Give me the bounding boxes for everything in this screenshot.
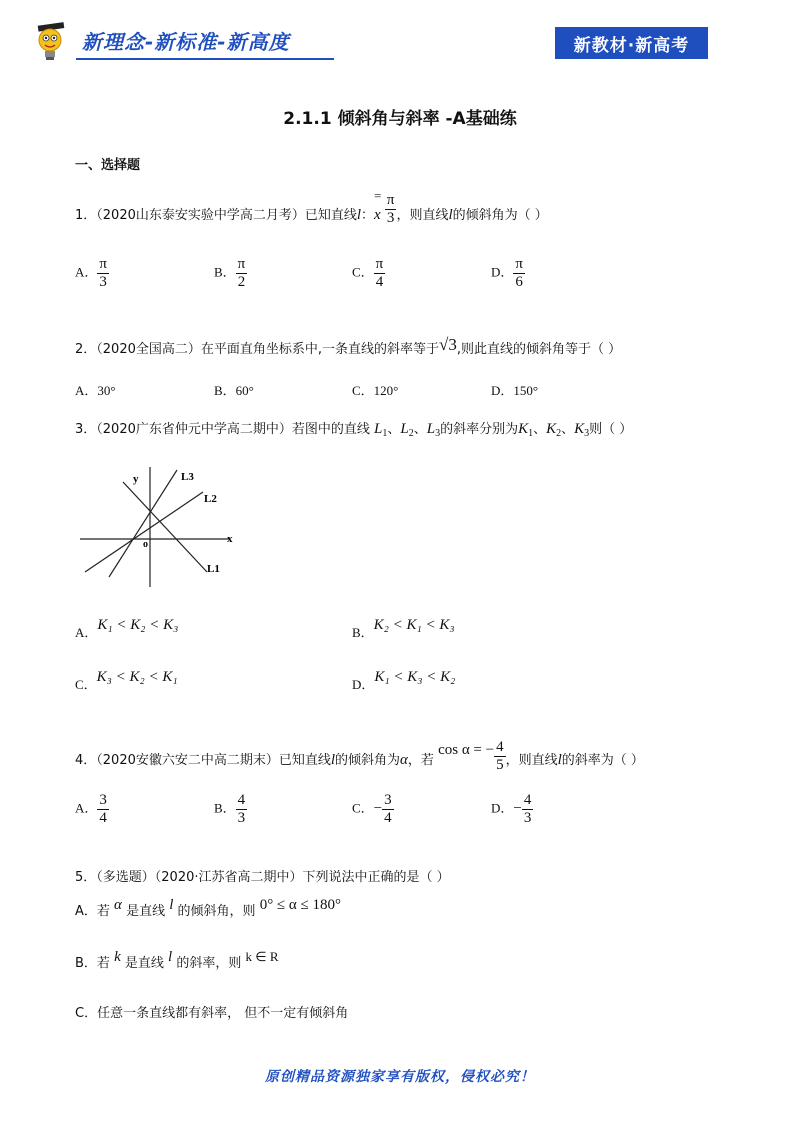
- q3-L3-sub: 3: [435, 428, 441, 439]
- q3-sep1: 、: [387, 422, 401, 437]
- q2-d-value: 150°: [513, 383, 539, 398]
- q5-a-alpha: α: [114, 897, 122, 913]
- q4-text: 4．（2020安徽六安二中高二期末）已知直线: [75, 753, 331, 768]
- q1-option-d-value: [513, 256, 525, 291]
- mascot-icon: [30, 20, 78, 62]
- q3-sep4: 、: [561, 422, 575, 437]
- q1-option-c[interactable]: [352, 256, 385, 291]
- q1-option-c-value: [374, 256, 386, 291]
- q4-d-num: 4: [523, 792, 532, 808]
- line-L3: [109, 470, 177, 577]
- fig-label-o: o: [143, 539, 148, 550]
- q3-L1-base: L: [374, 421, 383, 437]
- q1-option-b[interactable]: [214, 256, 247, 291]
- q3-L2-sub: 2: [408, 428, 414, 439]
- question-5: 5．（多选题）（2020·江苏省高二期中）下列说法中正确的是（ ）: [75, 870, 450, 885]
- q1-d-num: π: [515, 256, 523, 272]
- question-4: [75, 739, 644, 778]
- q2-c-value: 120°: [373, 383, 399, 398]
- q3-K1-sub: 1: [528, 428, 534, 439]
- q3-d-label: D．: [352, 677, 375, 692]
- copyright-footer: 原创精品资源独家享有版权，侵权必究！: [265, 1069, 535, 1085]
- q1-var-l: l: [356, 207, 362, 223]
- q1-option-c-label: C．: [352, 264, 374, 280]
- q2-a-label: A．: [75, 383, 98, 398]
- question-1: [75, 192, 548, 233]
- q3-sep3: 、: [533, 422, 547, 437]
- q5-option-c[interactable]: C．任意一条直线都有斜率， 但不一定有倾斜角: [75, 1006, 349, 1021]
- q5-b-k: k: [114, 949, 121, 965]
- q5-a-l: l: [169, 897, 174, 913]
- fig-label-L1: L1: [207, 563, 220, 575]
- q4-option-a[interactable]: [75, 792, 109, 827]
- q3-d-expr: K₁ < K₃ < K₂: [374, 669, 456, 685]
- q3-option-c[interactable]: [75, 669, 178, 694]
- q4-var-l2: l: [557, 752, 562, 768]
- q1-option-b-value: [236, 256, 248, 291]
- q2-option-a[interactable]: [75, 380, 116, 399]
- q4-b-value: [236, 792, 248, 827]
- q5-a-expr: 0° ≤ α ≤ 180°: [259, 897, 342, 913]
- q3-b-expr: K₂ < K₁ < K₃: [373, 617, 455, 633]
- q4-d-label: D．: [491, 800, 514, 816]
- q1-c-den: 4: [374, 273, 386, 291]
- fig-label-x: x: [227, 533, 233, 545]
- q1-option-a[interactable]: [75, 256, 109, 291]
- q3-L1-sub: 1: [382, 428, 388, 439]
- section-heading: 一、选择题: [75, 158, 141, 173]
- q3-L3-base: L: [426, 421, 436, 437]
- q4-d-value: [522, 792, 534, 827]
- q5-b-label: B．若: [75, 956, 110, 971]
- brand-slogan: 新理念-新标准-新高度: [82, 30, 290, 54]
- q4-alpha: α: [400, 752, 408, 768]
- q2-text-b: ,则此直线的倾斜角等于（ ）: [456, 342, 622, 357]
- fig-label-L2: L2: [204, 493, 217, 505]
- q4-b-den: 3: [237, 810, 246, 826]
- question-2: [75, 335, 622, 358]
- q1-text: 1．（2020山东泰安实验中学高二月考）已知直线: [75, 208, 357, 223]
- q1-d-den: 6: [513, 273, 525, 291]
- q4-c-label: C．: [352, 800, 374, 816]
- q4-text-d: ，则直线: [505, 753, 558, 768]
- q4-option-c[interactable]: [352, 792, 394, 827]
- q1-c-num: π: [375, 256, 384, 272]
- brand-logo: [30, 20, 340, 62]
- q3-option-b[interactable]: [352, 617, 455, 642]
- q4-b-num: 4: [237, 792, 246, 808]
- q1-b-den: 2: [236, 273, 248, 291]
- q2-option-d[interactable]: [491, 380, 538, 399]
- q4-option-b[interactable]: [214, 792, 247, 827]
- q5-b-l: l: [168, 949, 173, 965]
- q2-sqrt: √3: [439, 335, 457, 354]
- q4-c-sign: −: [373, 800, 383, 817]
- q1-option-a-label: A．: [75, 264, 98, 280]
- q3-c-expr: K₃ < K₂ < K₁: [96, 669, 178, 685]
- q3-a-expr: K₁ < K₂ < K₃: [97, 617, 179, 633]
- q1-num: π: [386, 192, 395, 208]
- q4-den: 5: [496, 757, 504, 773]
- q3-text-c: 则（ ）: [589, 422, 633, 437]
- q3-b-label: B．: [352, 625, 374, 640]
- q4-d-den: 3: [523, 810, 532, 826]
- header-badge: 新教材·新高考: [555, 27, 708, 59]
- q5-option-a[interactable]: [75, 897, 342, 920]
- q4-num: 4: [496, 739, 504, 755]
- q2-a-value: 30°: [97, 383, 116, 398]
- q4-c-den: 4: [384, 810, 392, 826]
- q4-a-num: 3: [99, 792, 107, 808]
- q1-var-l2: l: [448, 207, 453, 223]
- q1-fraction: [385, 192, 397, 227]
- q1-option-a-value: [97, 256, 109, 291]
- q3-K2-base: K: [546, 421, 557, 437]
- q4-cos-expr: cos α = −: [438, 742, 495, 758]
- q3-text-b: 的斜率分别为: [440, 422, 519, 437]
- q2-b-label: B．: [214, 383, 236, 398]
- line-L1: [123, 482, 207, 572]
- q1-colon: ：: [361, 208, 375, 223]
- q3-K3-sub: 3: [584, 428, 590, 439]
- fig-label-L3: L3: [181, 471, 194, 483]
- brand-underline: [76, 58, 334, 60]
- question-3: [75, 418, 632, 439]
- page-title: 2.1.1 倾斜角与斜率 -A基础练: [283, 109, 517, 129]
- q2-option-c[interactable]: [352, 380, 398, 399]
- q1-b-num: π: [237, 256, 246, 272]
- q1-eq: =: [374, 188, 382, 203]
- q5-a-label: A．若: [75, 904, 110, 919]
- q1-var-x: x: [374, 207, 381, 223]
- q4-d-sign: −: [513, 800, 522, 817]
- q3-K3-base: K: [574, 421, 585, 437]
- fig-label-y: y: [133, 473, 139, 485]
- q3-text: 3．（2020广东省仲元中学高二期中）若图中的直线: [75, 422, 370, 437]
- q3-K2: [546, 421, 561, 437]
- q2-c-label: C．: [352, 383, 374, 398]
- q4-var-l: l: [330, 752, 336, 768]
- q4-text-e: 的斜率为（ ）: [561, 753, 644, 768]
- q3-K2-sub: 2: [556, 428, 562, 439]
- q2-d-label: D．: [491, 383, 514, 398]
- q1-den: 3: [385, 209, 397, 227]
- q4-a-value: [97, 792, 109, 827]
- q1-option-d-label: D．: [491, 264, 514, 280]
- q4-text-b: 的倾斜角为: [335, 753, 401, 768]
- q1-option-b-label: B．: [214, 264, 236, 280]
- q4-c-num: 3: [384, 792, 392, 808]
- q1-text-c: 的倾斜角为（ ）: [452, 208, 548, 223]
- q4-a-den: 4: [99, 810, 107, 826]
- q3-c-label: C．: [75, 677, 97, 692]
- q3-option-d[interactable]: [352, 669, 456, 694]
- q4-fraction: [494, 739, 506, 774]
- q4-option-d[interactable]: [491, 792, 533, 827]
- q5-b-end: 的斜率，则: [176, 956, 242, 971]
- q3-figure: [75, 462, 255, 592]
- q3-K1: [518, 421, 533, 437]
- q5-a-mid: 是直线: [126, 904, 166, 919]
- q4-a-label: A．: [75, 800, 98, 816]
- q5-option-b[interactable]: [75, 949, 279, 972]
- q5-a-end: 的倾斜角，则: [177, 904, 256, 919]
- q3-a-label: A．: [75, 625, 98, 640]
- q3-K3: [574, 421, 589, 437]
- q3-K1-base: K: [518, 421, 529, 437]
- q3-sep2: 、: [413, 422, 427, 437]
- q5-b-expr: k ∈ R: [245, 949, 279, 964]
- q4-text-c: ，若: [407, 753, 434, 768]
- q3-L1: [374, 421, 387, 437]
- q4-c-value: [382, 792, 394, 827]
- q2-b-value: 60°: [235, 383, 254, 398]
- q2-option-b[interactable]: [214, 380, 254, 399]
- q3-L3: [427, 421, 440, 437]
- q1-text-b: ，则直线: [396, 208, 449, 223]
- q5-b-mid: 是直线: [124, 956, 164, 971]
- q3-option-a[interactable]: [75, 617, 179, 642]
- q2-text: 2．（2020全国高二）在平面直角坐标系中,一条直线的斜率等于: [75, 342, 439, 357]
- q4-b-label: B．: [214, 800, 236, 816]
- q1-a-den: 3: [97, 273, 109, 291]
- q3-L2: [400, 421, 413, 437]
- q3-L2-base: L: [400, 421, 409, 437]
- q1-option-d[interactable]: [491, 256, 525, 291]
- q1-a-num: π: [99, 256, 107, 272]
